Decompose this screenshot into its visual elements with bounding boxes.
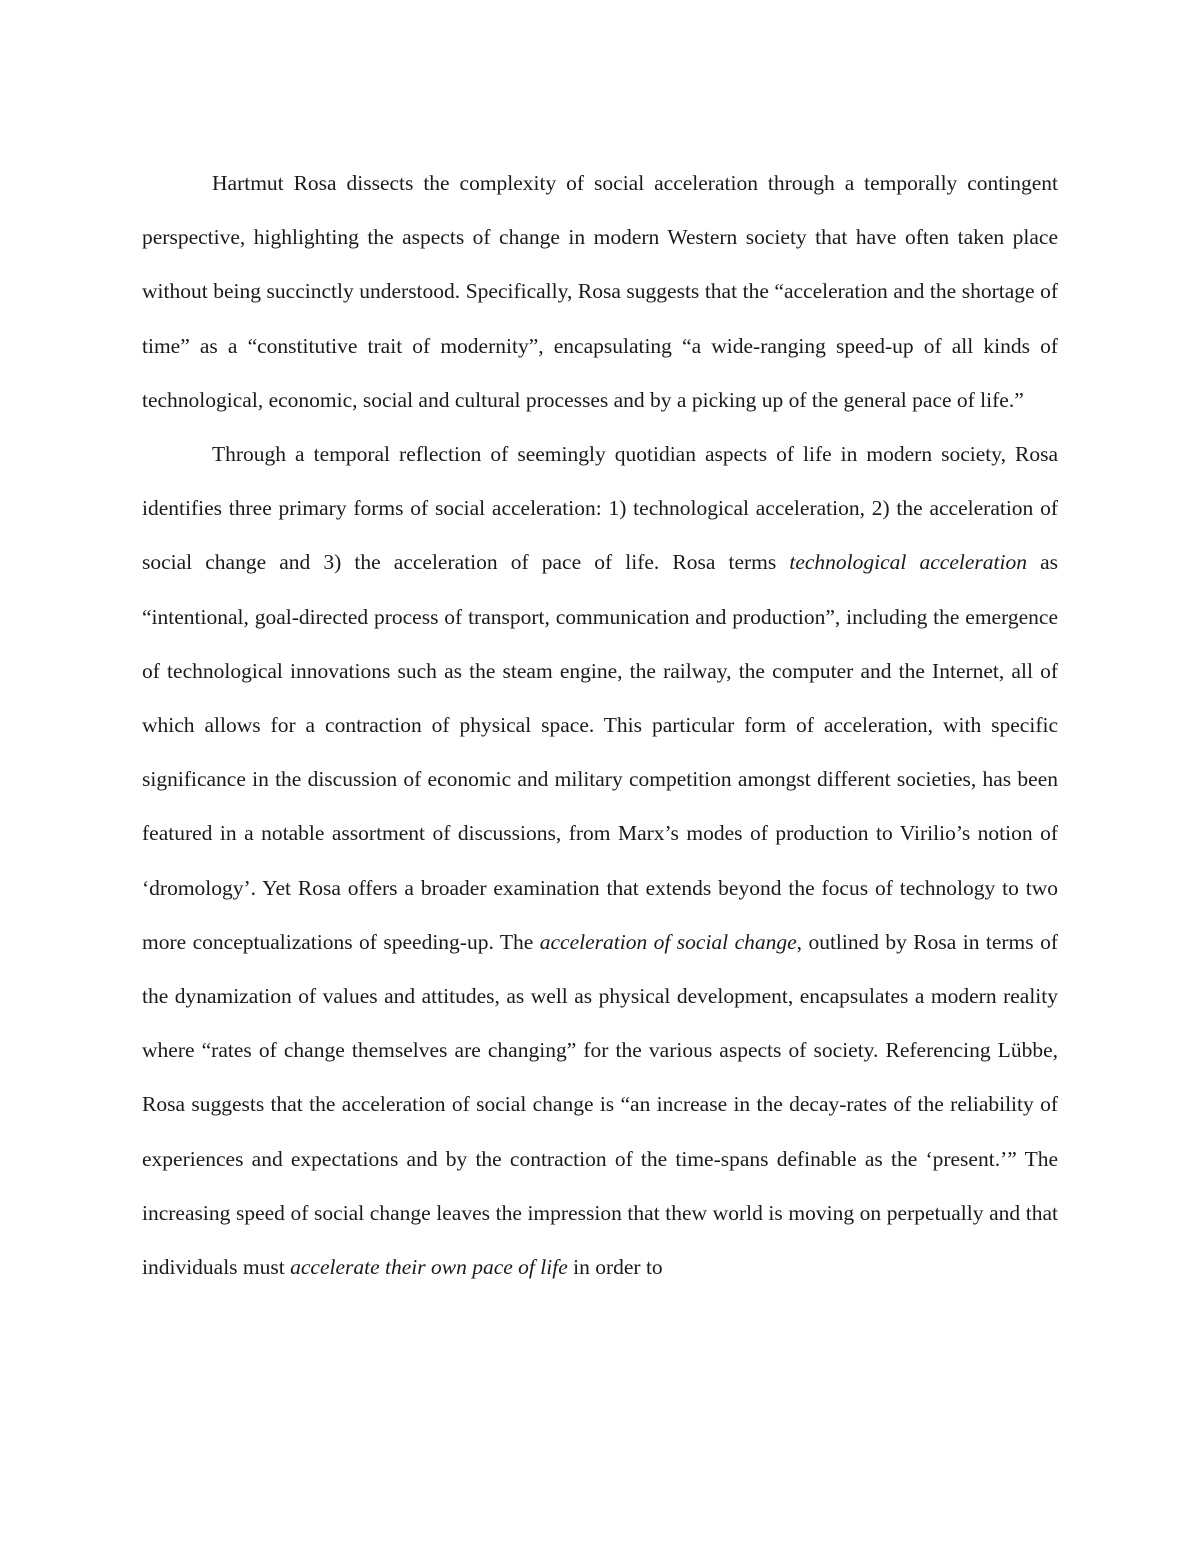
paragraph-2-text-d: in order to [567, 1255, 663, 1280]
paragraph-2-text-c: , outlined by Rosa in terms of the dynamization of values and attitudes, as well as physical development, encapsulates a modern reality where “rates of change themselves are changing” for the various aspects of society. Referencing Lübbe, Rosa suggests that the acceleration of social change is “an increase in the decay-rates of the reliability of experiences and expectations and by the contraction of the time-spans definable as the ‘present.’” The increasing speed of social change leaves the impression that thew world is moving on perpetually and that individuals must [142, 929, 1058, 1280]
term-accelerate-pace-of-life: accelerate their own pace of life [290, 1255, 568, 1280]
paragraph-2 [142, 427, 1058, 1294]
term-acceleration-of-social-change: acceleration of social change [539, 929, 797, 954]
body-text [142, 156, 1058, 1294]
term-technological-acceleration: technological acceleration [789, 550, 1027, 575]
paragraph-1-text: Hartmut Rosa dissects the complexity of social acceleration through a temporally contingent perspective, highlighting the aspects of change in modern Western society that have often taken place without being succinctly understood. Specifically, Rosa suggests that the “acceleration and the shortage of time” as a “constitutive trait of modernity”, encapsulating “a wide-ranging speed-up of all kinds of technological, economic, social and cultural processes and by a picking up of the general pace of life.” [142, 171, 1058, 412]
paragraph-2-text-b: as “intentional, goal-directed process of transport, communication and production”, including the emergence of technological innovations such as the steam engine, the railway, the computer and the Internet, all of which allows for a contraction of physical space. This particular form of acceleration, with specific significance in the discussion of economic and military competition amongst different societies, has been featured in a notable assortment of discussions, from Marx’s modes of production to Virilio’s notion of ‘dromology’. Yet Rosa offers a broader examination that extends beyond the focus of technology to two more conceptualizations of speeding-up. The [142, 550, 1058, 954]
paragraph-1 [142, 156, 1058, 427]
paragraph-2-text-a: Through a temporal reflection of seemingly quotidian aspects of life in modern society, Rosa identifies three primary forms of social acceleration: 1) technological acceleration, 2) the acceleration of social change and 3) the acceleration of pace of life. Rosa terms [142, 442, 1058, 575]
